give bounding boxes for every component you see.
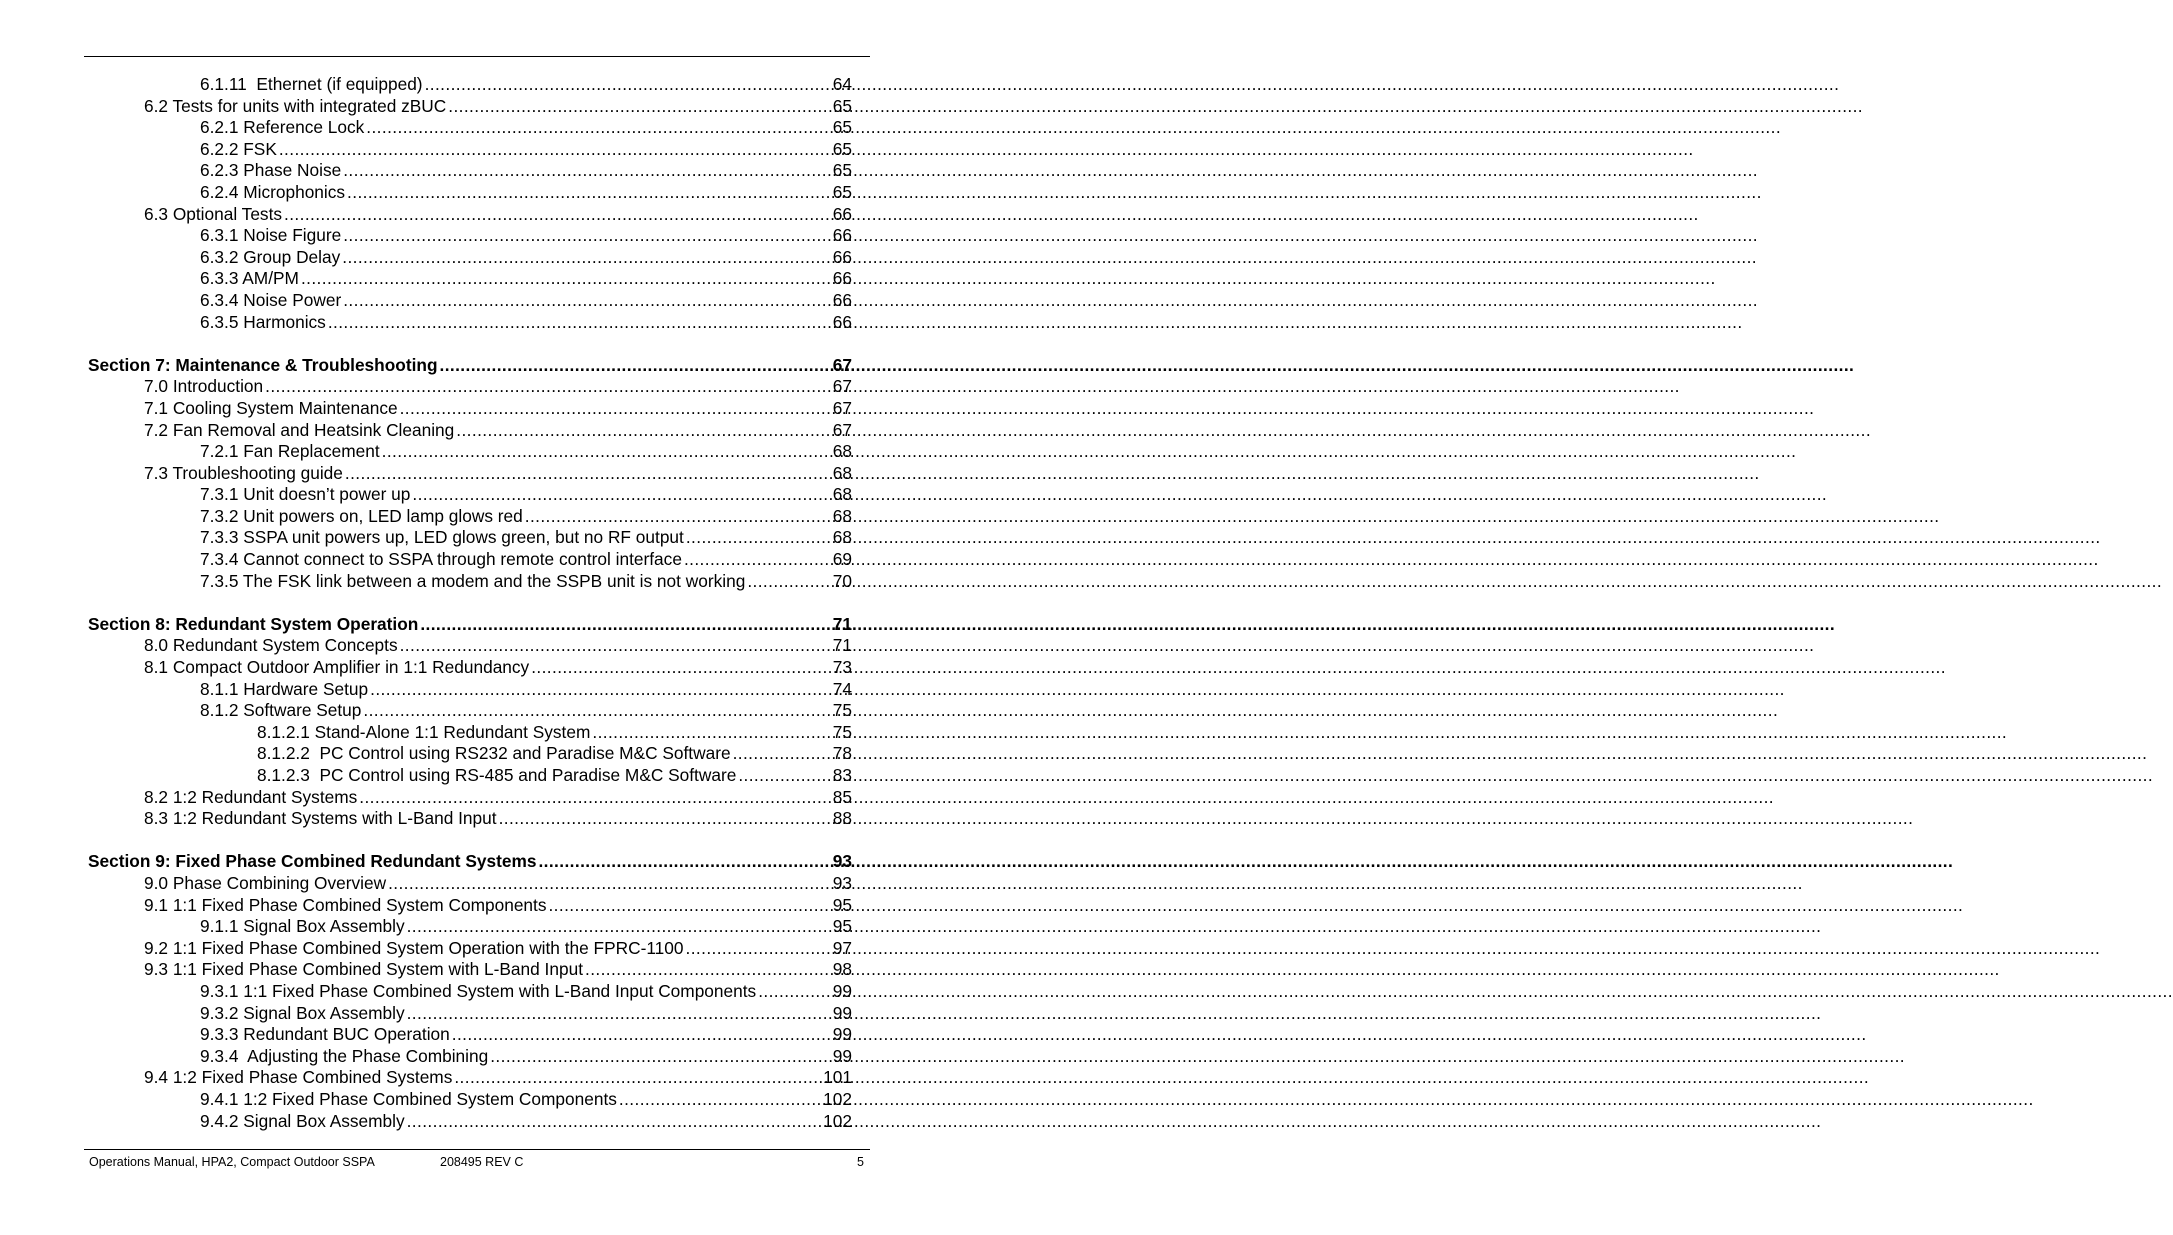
toc-dot-leader xyxy=(405,1111,824,1133)
toc-page-number: 68 xyxy=(832,484,852,505)
toc-page-number: 99 xyxy=(832,1002,852,1023)
toc-page-number: 64 xyxy=(832,74,852,94)
toc-entry[interactable] xyxy=(88,225,852,247)
toc-dot-leader xyxy=(536,851,832,873)
toc-entry-title: 6.3.3 AM/PM xyxy=(200,268,299,289)
toc-entry-title: Section 9: Fixed Phase Combined Redundant Systems xyxy=(88,851,537,872)
toc-entry[interactable] xyxy=(88,463,852,485)
toc-entry-title: 8.1.1 Hardware Setup xyxy=(200,678,369,699)
toc-entry[interactable] xyxy=(88,722,852,744)
toc-dot-leader xyxy=(364,117,832,139)
toc-entry[interactable] xyxy=(88,484,852,506)
toc-entry-title: 7.3.3 SSPA unit powers up, LED glows green, but no RF output xyxy=(200,527,684,548)
toc-page-number: 99 xyxy=(832,1024,852,1045)
toc-entry-title: 9.3.4 Adjusting the Phase Combining xyxy=(200,1045,489,1066)
toc-entry[interactable] xyxy=(88,74,852,96)
toc-entry[interactable] xyxy=(88,376,852,398)
toc-entry-title: 6.1.11 Ethernet (if equipped) xyxy=(200,74,423,94)
toc-page-number: 98 xyxy=(832,959,852,980)
toc-page-number: 69 xyxy=(832,549,852,570)
toc-page-number: 65 xyxy=(832,95,852,116)
toc-dot-leader xyxy=(343,463,833,485)
toc-page-number: 99 xyxy=(832,1045,852,1066)
toc-entry[interactable] xyxy=(88,160,852,182)
toc-dot-leader xyxy=(418,614,832,636)
toc-page-number: 65 xyxy=(832,117,852,138)
toc-entry-title: 8.1.2 Software Setup xyxy=(200,700,362,721)
toc-page-number: 101 xyxy=(823,1067,852,1088)
toc-entry-title: 9.4.2 Signal Box Assembly xyxy=(200,1110,405,1131)
toc-dot-leader xyxy=(454,420,832,442)
toc-entry[interactable] xyxy=(88,420,852,442)
toc-dot-leader xyxy=(357,787,833,809)
toc-entry[interactable] xyxy=(88,117,852,139)
toc-page-number: 66 xyxy=(832,289,852,310)
toc-entry-title: 7.3.5 The FSK link between a modem and the SSPB unit is not working xyxy=(200,570,746,591)
toc-entry-title: 8.0 Redundant System Concepts xyxy=(144,635,398,656)
toc-dot-leader xyxy=(282,204,833,226)
toc-entry-title: 6.3.4 Noise Power xyxy=(200,289,342,310)
toc-entry[interactable] xyxy=(88,290,852,312)
toc-dot-leader xyxy=(368,679,833,701)
toc-entry-title: 8.2 1:2 Redundant Systems xyxy=(144,786,358,807)
toc-entry[interactable] xyxy=(88,635,852,657)
toc-page-number: 71 xyxy=(832,635,852,656)
toc-page-number: 75 xyxy=(832,721,852,742)
toc-page-number: 83 xyxy=(832,765,852,785)
toc-page-number: 102 xyxy=(823,1088,852,1109)
toc-entry[interactable] xyxy=(88,312,852,334)
toc-entry[interactable] xyxy=(88,873,852,895)
toc-dot-leader xyxy=(361,700,832,722)
toc-dot-leader xyxy=(299,268,833,290)
toc-dot-leader xyxy=(341,160,833,182)
toc-entry-title: 7.2 Fan Removal and Heatsink Cleaning xyxy=(144,419,455,440)
toc-entry[interactable] xyxy=(88,743,852,765)
toc-entry-title: 9.3.1 1:1 Fixed Phase Combined System with L-Band Input Components xyxy=(200,980,757,1001)
toc-entry-title: 9.4 1:2 Fixed Phase Combined Systems xyxy=(144,1067,453,1088)
toc-page-number: 74 xyxy=(832,678,852,699)
toc-dot-leader xyxy=(590,722,832,744)
toc-dot-leader xyxy=(423,74,833,96)
toc-entry-title: 6.3.2 Group Delay xyxy=(200,246,341,267)
toc-dot-leader xyxy=(452,1067,823,1089)
toc-entry[interactable] xyxy=(88,981,852,1003)
toc-entry-title: 7.3 Troubleshooting guide xyxy=(144,462,343,483)
toc-page-number: 66 xyxy=(832,246,852,267)
toc-page-number: 93 xyxy=(832,851,852,872)
toc-entry[interactable] xyxy=(88,916,852,938)
toc-entry[interactable] xyxy=(88,1089,852,1111)
toc-page-number: 66 xyxy=(832,311,852,332)
toc-page-number: 102 xyxy=(823,1110,852,1131)
toc-dot-leader xyxy=(756,981,833,1003)
toc-entry-title: 8.1 Compact Outdoor Amplifier in 1:1 Redundancy xyxy=(144,657,530,678)
toc-dot-leader xyxy=(546,895,832,917)
toc-entry[interactable] xyxy=(88,679,852,701)
toc-page-number: 68 xyxy=(832,441,852,462)
toc-entry-title: 8.1.2.1 Stand-Alone 1:1 Redundant System xyxy=(257,721,591,742)
toc-dot-leader xyxy=(405,1003,833,1025)
toc-page-number: 65 xyxy=(832,160,852,181)
toc-dot-leader xyxy=(326,312,833,334)
toc-entry[interactable] xyxy=(88,441,852,463)
toc-entry-title: 7.1 Cooling System Maintenance xyxy=(144,397,398,418)
toc-entry-title: Section 7: Maintenance & Troubleshooting xyxy=(88,354,438,375)
toc-page-number: 65 xyxy=(832,181,852,202)
toc-dot-leader xyxy=(263,376,833,398)
toc-entry[interactable] xyxy=(88,268,852,290)
toc-dot-leader xyxy=(340,247,833,269)
toc-page-number: 68 xyxy=(832,505,852,526)
toc-page-number: 68 xyxy=(832,462,852,483)
toc-page-number: 95 xyxy=(832,916,852,937)
toc-dot-leader xyxy=(617,1089,823,1111)
toc-entry-title: 7.3.1 Unit doesn’t power up xyxy=(200,484,411,505)
toc-entry-title: 9.2 1:1 Fixed Phase Combined System Operation with the FPRC-1100 xyxy=(144,937,684,958)
toc-page-number: 95 xyxy=(832,894,852,915)
toc-page-number: 71 xyxy=(832,613,852,634)
toc-page-number: 65 xyxy=(832,138,852,159)
toc-page-number: 68 xyxy=(832,527,852,548)
toc-entry-title: 9.3 1:1 Fixed Phase Combined System with L-Band Input xyxy=(144,959,583,980)
toc-entry[interactable] xyxy=(88,571,852,593)
toc-dot-leader xyxy=(405,916,833,938)
footer-rule xyxy=(84,1149,870,1150)
toc-section-heading[interactable] xyxy=(88,851,852,873)
toc-entry[interactable] xyxy=(88,96,852,118)
toc-dot-leader xyxy=(736,765,832,787)
toc-entry-title: 7.3.2 Unit powers on, LED lamp glows red xyxy=(200,505,523,526)
footer-page-number: 5 xyxy=(857,1155,864,1169)
toc-entry[interactable] xyxy=(88,1046,852,1068)
toc-dot-leader xyxy=(523,506,833,528)
toc-dot-leader xyxy=(341,225,833,247)
toc-page-number: 85 xyxy=(832,786,852,807)
toc-dot-leader xyxy=(398,398,833,420)
toc-entry-title: 6.2.4 Microphonics xyxy=(200,181,346,202)
toc-entry-title: 7.0 Introduction xyxy=(144,376,264,397)
toc-dot-leader xyxy=(386,873,833,895)
toc-entry-title: 6.2.2 FSK xyxy=(200,138,277,159)
toc-page-number: 67 xyxy=(832,419,852,440)
toc-page-number: 99 xyxy=(832,980,852,1001)
toc-dot-leader xyxy=(345,182,833,204)
toc-dot-leader xyxy=(731,743,833,765)
footer-part-number: 208495 REV C xyxy=(440,1155,524,1169)
toc-dot-leader xyxy=(529,657,833,679)
toc-page-number: 70 xyxy=(832,570,852,591)
toc-entry[interactable] xyxy=(88,139,852,161)
toc-page-number: 78 xyxy=(832,743,852,764)
toc-entry[interactable] xyxy=(88,1111,852,1133)
toc-page-number: 67 xyxy=(832,354,852,375)
toc-entry[interactable] xyxy=(88,506,852,528)
toc-dot-leader xyxy=(277,139,833,161)
toc-entry-title: 9.3.3 Redundant BUC Operation xyxy=(200,1024,450,1045)
toc-page-number: 93 xyxy=(832,872,852,893)
toc-dot-leader xyxy=(446,96,833,118)
toc-entry[interactable] xyxy=(88,1024,852,1046)
toc-page-number: 66 xyxy=(832,203,852,224)
toc-page-number: 67 xyxy=(832,376,852,397)
toc-dot-leader xyxy=(380,441,833,463)
toc-entry[interactable] xyxy=(88,527,852,549)
toc-entry[interactable] xyxy=(88,182,852,204)
toc-dot-leader xyxy=(684,527,833,549)
toc-entry[interactable] xyxy=(88,657,852,679)
toc-entry[interactable] xyxy=(88,1003,852,1025)
toc-entry[interactable] xyxy=(88,1067,852,1089)
toc-entry-title: 6.2.3 Phase Noise xyxy=(200,160,342,181)
toc-page-number: 66 xyxy=(832,225,852,246)
toc-entry-title: 7.3.4 Cannot connect to SSPA through remote control interface xyxy=(200,549,682,570)
toc-entry[interactable] xyxy=(88,765,852,787)
toc-entry-title: 6.2.1 Reference Lock xyxy=(200,117,365,138)
toc-page-number: 66 xyxy=(832,268,852,289)
toc-page-number: 88 xyxy=(832,808,852,829)
toc-dot-leader xyxy=(745,571,832,593)
toc-entry[interactable] xyxy=(88,700,852,722)
toc-entry-title: 8.1.2.2 PC Control using RS232 and Paradise M&C Software xyxy=(257,743,731,764)
toc-page-number: 97 xyxy=(832,937,852,958)
toc-dot-leader xyxy=(438,355,833,377)
toc-entry[interactable] xyxy=(88,549,852,571)
toc-page-number: 73 xyxy=(832,657,852,678)
toc-entry[interactable] xyxy=(88,959,852,981)
toc-entry[interactable] xyxy=(88,247,852,269)
toc-dot-leader xyxy=(682,549,833,571)
toc-dot-leader xyxy=(583,959,833,981)
header-rule xyxy=(84,56,870,57)
toc-entry-title: 6.3.5 Harmonics xyxy=(200,311,326,332)
toc-dot-leader xyxy=(684,938,833,960)
toc-dot-leader xyxy=(398,635,833,657)
toc-entry-title: 6.3 Optional Tests xyxy=(144,203,283,224)
toc-page-number: 75 xyxy=(832,700,852,721)
toc-entry[interactable] xyxy=(88,938,852,960)
toc-entry-title: 6.3.1 Noise Figure xyxy=(200,225,342,246)
toc-entry-title: 9.1 1:1 Fixed Phase Combined System Components xyxy=(144,894,547,915)
toc-entry[interactable] xyxy=(88,808,852,830)
toc-dot-leader xyxy=(450,1024,833,1046)
toc-entry-title: 8.3 1:2 Redundant Systems with L-Band Input xyxy=(144,808,497,829)
toc-entry[interactable] xyxy=(88,398,852,420)
table-of-contents xyxy=(88,74,852,1132)
toc-section-heading[interactable] xyxy=(88,355,852,377)
toc-entry[interactable] xyxy=(88,204,852,226)
toc-dot-leader xyxy=(488,1046,833,1068)
toc-section-heading[interactable] xyxy=(88,614,852,636)
toc-dot-leader xyxy=(497,808,833,830)
footer-document-title: Operations Manual, HPA2, Compact Outdoor SSPA xyxy=(89,1155,375,1169)
toc-page-number: 67 xyxy=(832,397,852,418)
toc-entry-title: 9.0 Phase Combining Overview xyxy=(144,872,387,893)
toc-entry-title: 7.2.1 Fan Replacement xyxy=(200,441,380,462)
toc-dot-leader xyxy=(341,290,833,312)
toc-dot-leader xyxy=(410,484,832,506)
toc-entry-title: 9.3.2 Signal Box Assembly xyxy=(200,1002,405,1023)
toc-entry-title: 6.2 Tests for units with integrated zBUC xyxy=(144,95,447,116)
toc-entry-title: 9.1.1 Signal Box Assembly xyxy=(200,916,405,937)
toc-entry-title: 8.1.2.3 PC Control using RS-485 and Paradise M&C Software xyxy=(257,765,737,785)
toc-entry-title: Section 8: Redundant System Operation xyxy=(88,613,419,634)
toc-entry[interactable] xyxy=(88,787,852,809)
toc-entry[interactable] xyxy=(88,895,852,917)
toc-entry-title: 9.4.1 1:2 Fixed Phase Combined System Components xyxy=(200,1088,617,1109)
